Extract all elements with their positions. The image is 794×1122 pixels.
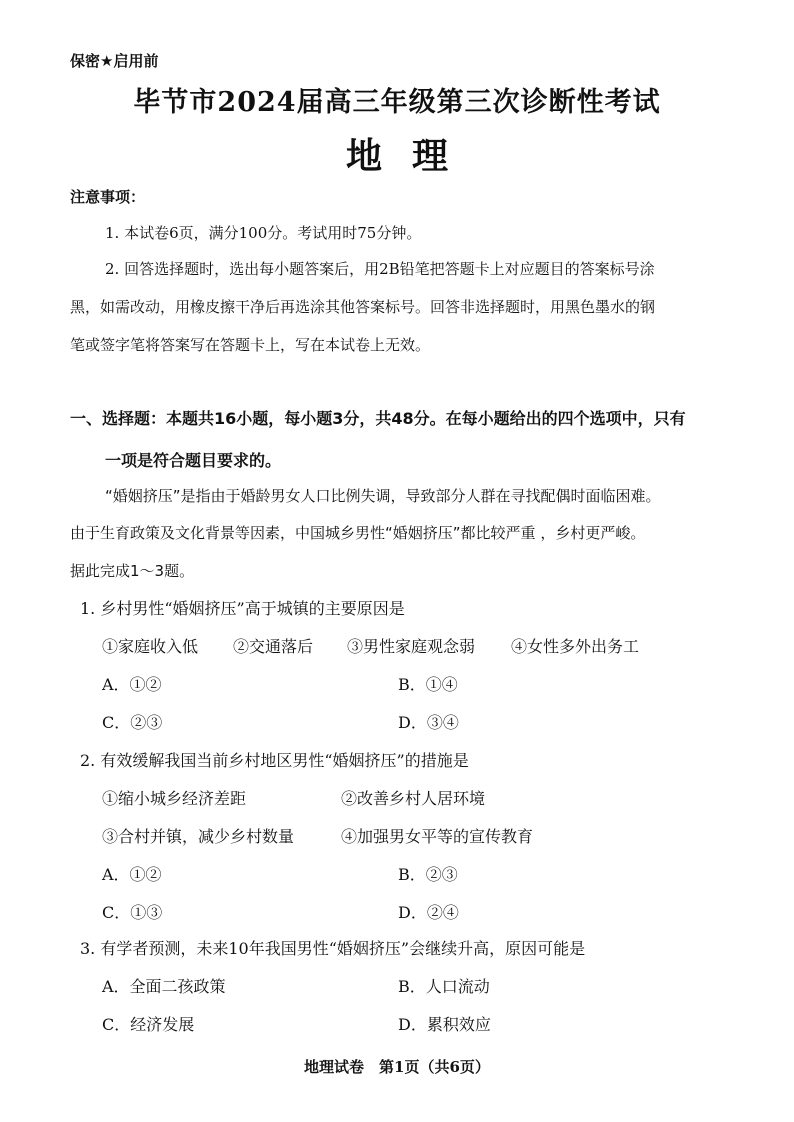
question-1-item-4: ④女性多外出务工 [511, 637, 640, 656]
notice-item-1: 1. 本试卷6页，满分100分。考试用时75分钟。 [105, 224, 422, 242]
question-2-item-4: ④加强男女平等的宣传教育 [341, 827, 534, 846]
question-2-option-a: A．①② [102, 865, 162, 884]
question-3-option-a: A．全面二孩政策 [102, 977, 226, 996]
notice-item-2-line-3: 笔或签字笔将答案写在答题卡上，写在本试卷上无效。 [70, 336, 431, 354]
section-heading-line-1: 一、选择题：本题共16小题，每小题3分，共48分。在每小题给出的四个选项中，只有 [70, 409, 686, 428]
question-2-stem: 2. 有效缓解我国当前乡村地区男性“婚姻挤压”的措施是 [80, 751, 469, 770]
question-1-option-c: C．②③ [102, 713, 163, 732]
notice-item-2-line-1: 2. 回答选择题时，选出每小题答案后，用2B铅笔把答题卡上对应题目的答案标号涂 [105, 260, 655, 278]
question-3-stem: 3. 有学者预测，未来10年我国男性“婚姻挤压”会继续升高，原因可能是 [80, 939, 586, 958]
section-heading-line-2: 一项是符合题目要求的。 [105, 451, 282, 470]
notice-heading: 注意事项： [70, 188, 146, 206]
question-1-item-1: ①家庭收入低 [102, 637, 199, 656]
confidential-label: 保密★启用前 [70, 52, 159, 70]
question-2-item-1: ①缩小城乡经济差距 [102, 789, 247, 808]
question-1-stem: 1. 乡村男性“婚姻挤压”高于城镇的主要原因是 [80, 599, 405, 618]
material-line-3: 据此完成1～3题。 [70, 562, 195, 580]
question-1-option-b: B．①④ [398, 675, 458, 694]
question-3-option-d: D．累积效应 [398, 1015, 491, 1034]
question-1-option-a: A．①② [102, 675, 162, 694]
question-2-option-b: B．②③ [398, 865, 458, 884]
question-2-option-d: D．②④ [398, 903, 459, 922]
question-3-option-c: C．经济发展 [102, 1015, 195, 1034]
question-2-option-c: C．①③ [102, 903, 163, 922]
question-1-option-d: D．③④ [398, 713, 459, 732]
question-2-item-2: ②改善乡村人居环境 [341, 789, 486, 808]
notice-item-2-line-2: 黑，如需改动，用橡皮擦干净后再选涂其他答案标号。回答非选择题时，用黑色墨水的钢 [70, 298, 656, 316]
page-footer: 地理试卷 第1页（共6页） [304, 1058, 490, 1076]
material-line-1: “婚姻挤压”是指由于婚龄男女人口比例失调，导致部分人群在寻找配偶时面临困难。 [105, 487, 661, 505]
subject-title: 地理 [345, 135, 478, 177]
question-3-option-b: B．人口流动 [398, 977, 490, 996]
question-2-item-3: ③合村并镇，减少乡村数量 [102, 827, 295, 846]
material-line-2: 由于生育政策及文化背景等因素，中国城乡男性“婚姻挤压”都比较严重 ，乡村更严峻。 [70, 524, 646, 542]
question-1-item-3: ③男性家庭观念弱 [347, 637, 476, 656]
question-1-item-2: ②交通落后 [233, 637, 314, 656]
exam-title: 毕节市2024届高三年级第三次诊断性考试 [133, 87, 661, 118]
